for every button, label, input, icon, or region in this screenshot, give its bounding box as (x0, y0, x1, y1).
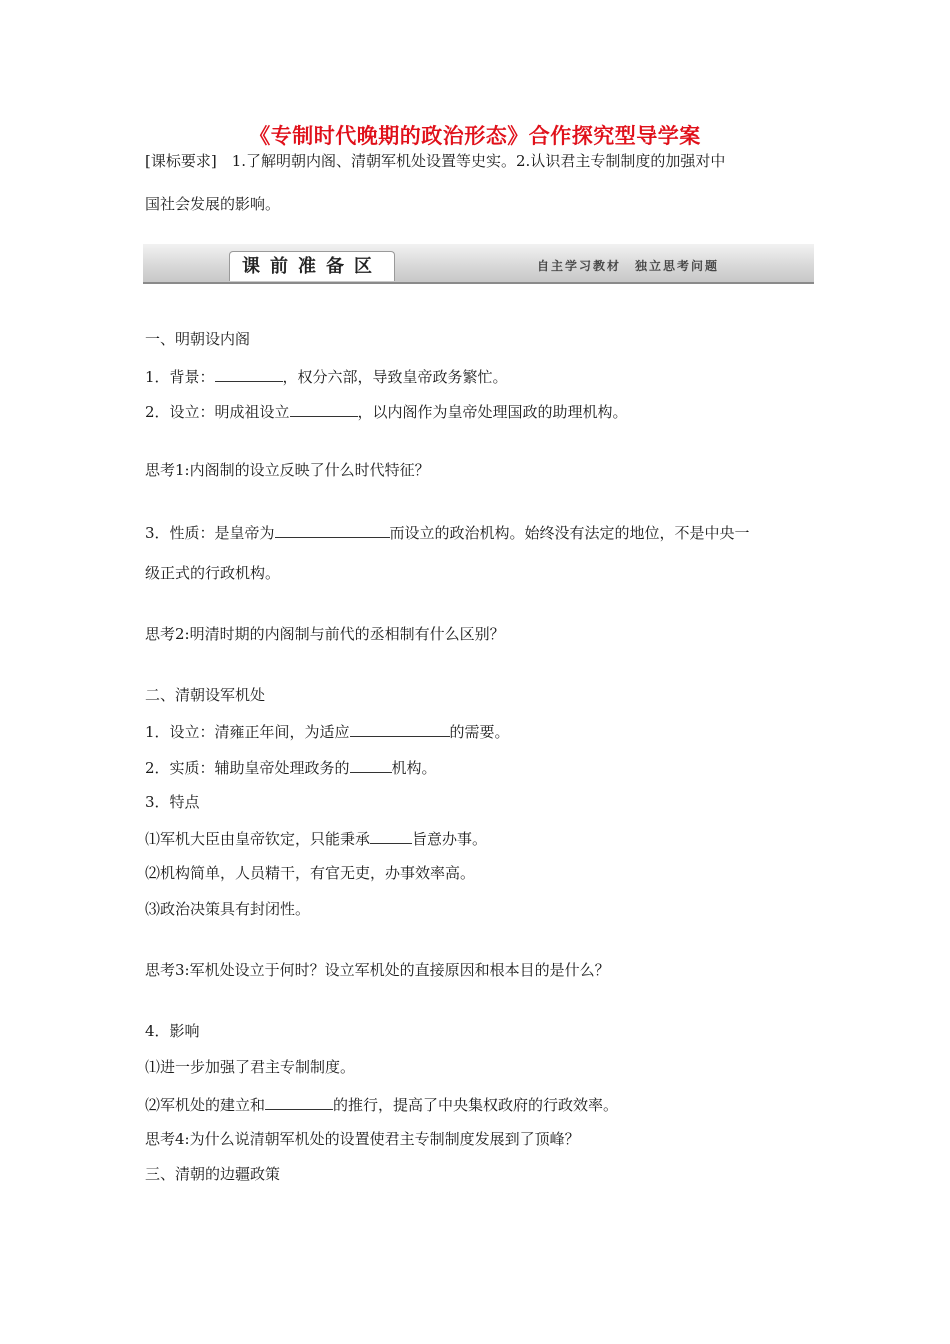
fill-blank[interactable] (275, 521, 390, 538)
s2-feature-2: ⑵机构简单，人员精干，有官无吏，办事效率高。 (145, 864, 476, 882)
s2-item-4: 4．影响 (145, 1022, 200, 1040)
s1-item-3-suffix: 而设立的政治机构。始终没有法定的地位，不是中央一 (389, 524, 750, 542)
s2-feature-1 (145, 827, 820, 849)
s1-item-3-continued: 级正式的行政机构。 (145, 564, 281, 582)
s2-impact-2-prefix: ⑵军机处的建立和 (145, 1096, 266, 1114)
think-question-4: 思考4:为什么说清朝军机处的设置使君主专制制度发展到了顶峰？ (145, 1130, 580, 1148)
s1-item-3-prefix: 3．性质：是皇帝为 (145, 524, 275, 542)
s2-item-2-suffix: 机构。 (391, 759, 437, 777)
s2-item-3: 3．特点 (145, 793, 200, 811)
s2-impact-2-suffix: 的推行，提高了中央集权政府的行政效率。 (333, 1096, 619, 1114)
s2-item-1-suffix: 的需要。 (449, 723, 510, 741)
fill-blank[interactable] (350, 720, 450, 737)
curriculum-requirements-line-1: [课标要求] 1.了解明朝内阁、清朝军机处设置等史实。2.认识君主专制制度的加强对中 (145, 152, 726, 170)
section-3-heading: 三、清朝的边疆政策 (145, 1165, 281, 1183)
fill-blank[interactable] (265, 1093, 333, 1110)
s1-item-3 (145, 521, 820, 543)
s1-item-2-prefix: 2．设立：明成祖设立 (145, 403, 290, 421)
fill-blank[interactable] (290, 400, 358, 417)
s2-item-1 (145, 720, 820, 742)
banner-tab-label: 课前准备区 (229, 251, 395, 281)
s1-item-1-prefix: 1．背景： (145, 368, 215, 386)
fill-blank[interactable] (215, 365, 283, 382)
s2-feature-1-prefix: ⑴军机大臣由皇帝钦定，只能秉承 (145, 830, 371, 848)
think-question-3: 思考3:军机处设立于何时？设立军机处的直接原因和根本目的是什么？ (145, 961, 610, 979)
s1-item-1 (145, 365, 820, 387)
s2-impact-2 (145, 1093, 820, 1115)
fill-blank[interactable] (350, 756, 392, 773)
think-question-2: 思考2:明清时期的内阁制与前代的丞相制有什么区别？ (145, 625, 505, 643)
section-1-heading: 一、明朝设内阁 (145, 330, 251, 348)
banner-slogan: 自主学习教材 独立思考问题 (536, 259, 719, 273)
s1-item-2-suffix: ，以内阁作为皇帝处理国政的助理机构。 (357, 403, 628, 421)
s2-impact-1: ⑴进一步加强了君主专制制度。 (145, 1058, 356, 1076)
s2-item-1-prefix: 1．设立：清雍正年间，为适应 (145, 723, 350, 741)
section-banner (143, 244, 814, 284)
s2-feature-1-suffix: 旨意办事。 (412, 830, 488, 848)
think-question-1: 思考1:内阁制的设立反映了什么时代特征？ (145, 461, 430, 479)
s1-item-2 (145, 400, 820, 422)
s2-feature-3: ⑶政治决策具有封闭性。 (145, 900, 311, 918)
document-title: 《专制时代晚期的政治形态》合作探究型导学案 (249, 124, 701, 148)
s1-item-1-suffix: ，权分六部，导致皇帝政务繁忙。 (282, 368, 508, 386)
s2-item-2-prefix: 2．实质：辅助皇帝处理政务的 (145, 759, 350, 777)
s2-item-2 (145, 756, 820, 778)
fill-blank[interactable] (370, 827, 412, 844)
section-2-heading: 二、清朝设军机处 (145, 686, 266, 704)
curriculum-requirements-line-2: 国社会发展的影响。 (145, 195, 281, 213)
